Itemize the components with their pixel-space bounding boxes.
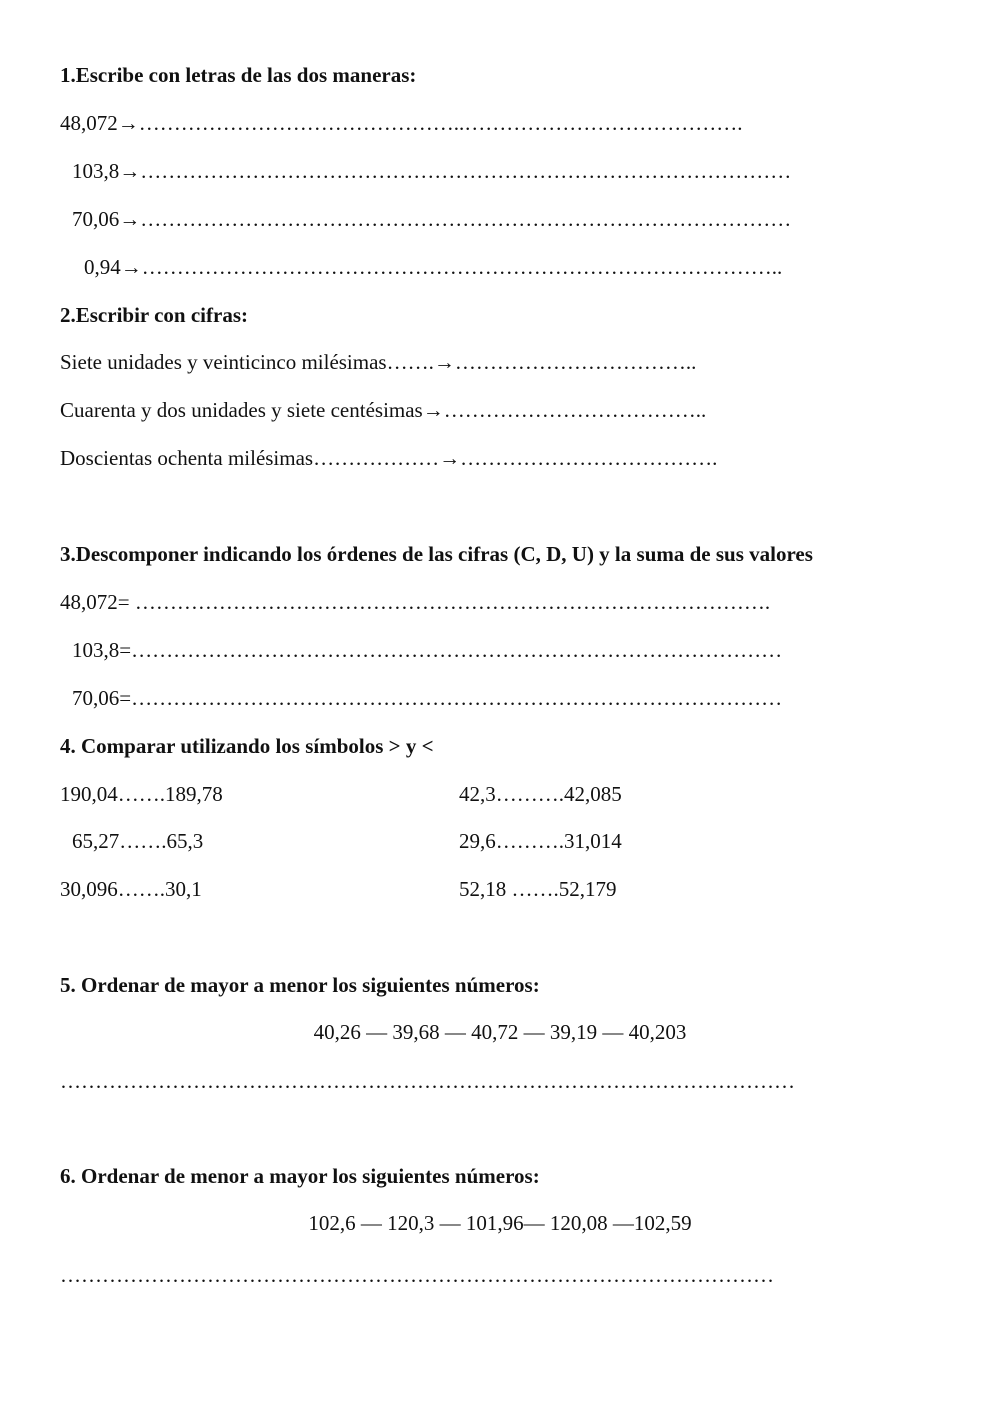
section3-line-3: 70,06=…………………………………………………………………………………: [72, 686, 783, 710]
section6-numbers: 102,6 — 120,3 — 101,96— 120,08 —102,59: [308, 1211, 692, 1235]
section3-line-1: 48,072= ……………………………………………………………………………….: [60, 590, 771, 614]
section4-right-3: 52,18 …….52,179: [459, 877, 617, 901]
section5-numbers: 40,26 — 39,68 — 40,72 — 39,19 — 40,203: [313, 1020, 687, 1044]
section1-heading: 1.Escribe con letras de las dos maneras:: [60, 63, 417, 87]
section2-line-2: Cuarenta y dos unidades y siete centésimas→………………………………..: [60, 398, 707, 422]
section4-heading: 4. Comparar utilizando los símbolos > y <: [60, 734, 434, 758]
section3-line-2: 103,8=…………………………………………………………………………………: [72, 638, 783, 662]
section5-heading: 5. Ordenar de mayor a menor los siguientes números:: [60, 973, 540, 997]
section6-heading: 6. Ordenar de menor a mayor los siguientes números:: [60, 1164, 540, 1188]
section3-heading: 3.Descomponer indicando los órdenes de las cifras (C, D, U) y la suma de sus valores: [60, 542, 813, 566]
section1-line-1: 48,072→………………………………………..………………………………….: [60, 111, 743, 135]
section2-heading: 2.Escribir con cifras:: [60, 303, 248, 327]
section4-right-1: 42,3……….42,085: [459, 782, 622, 806]
section1-line-3: 70,06→…………………………………………………………………………………: [72, 207, 792, 231]
section4-left-1: 190,04…….189,78: [60, 782, 223, 806]
section6-answer-line: …………………………………………………………………………………………: [60, 1263, 774, 1287]
section2-line-1: Siete unidades y veinticinco milésimas…….→……………………………..: [60, 350, 697, 374]
section4-left-3: 30,096…….30,1: [60, 877, 202, 901]
section4-left-2: 65,27…….65,3: [72, 829, 204, 853]
section1-line-2: 103,8→…………………………………………………………………………………: [72, 159, 792, 183]
section1-line-4: 0,94→………………………………………………………………………………..: [84, 255, 783, 279]
section5-answer-line: ……………………………………………………………………………………………: [60, 1069, 795, 1093]
section4-right-2: 29,6……….31,014: [459, 829, 622, 853]
section2-line-3: Doscientas ochenta milésimas………………→……………………………….: [60, 446, 718, 470]
